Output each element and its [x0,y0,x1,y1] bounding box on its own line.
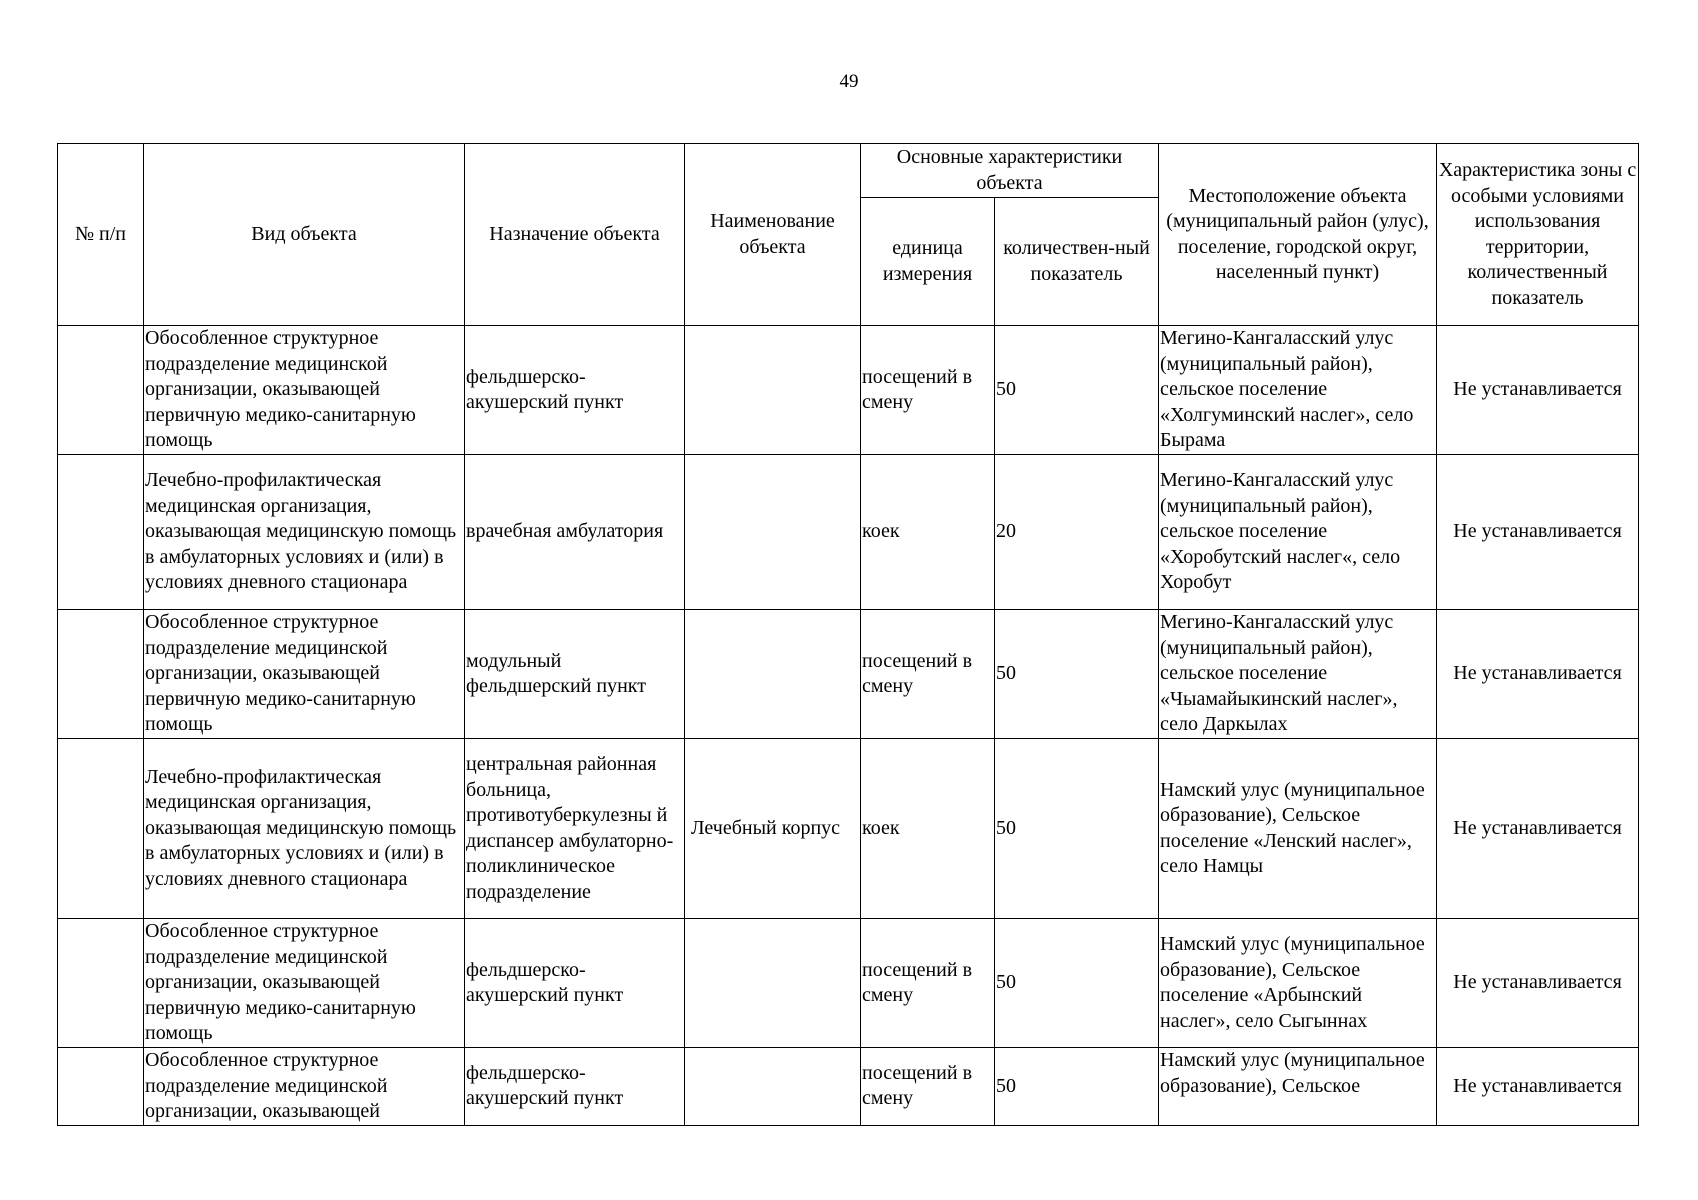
header-name: Наименование объекта [685,144,861,326]
cell-zone: Не устанавливается [1437,455,1639,610]
cell-type: Лечебно-профилактическая медицинская организация, оказывающая медицинскую помощь в амбулаторных условиях и (или) в условиях дневного стационара [144,455,465,610]
cell-name [685,610,861,739]
header-main-characteristics: Основные характеристики объекта [861,144,1159,198]
cell-name: Лечебный корпус [685,739,861,919]
cell-zone: Не устанавливается [1437,610,1639,739]
table-header [58,144,1639,326]
cell-quantity: 50 [995,610,1159,739]
cell-unit: посещений в смену [861,326,995,455]
table-row [58,1048,1639,1126]
cell-unit: коек [861,455,995,610]
cell-type: Обособленное структурное подразделение медицинской организации, оказывающей первичную медико-санитарную помощь [144,919,465,1048]
cell-num [58,1048,144,1126]
cell-zone: Не устанавливается [1437,326,1639,455]
header-purpose: Назначение объекта [465,144,685,326]
cell-location: Мегино-Кангаласский улус (муниципальный район), сельское поселение «Холгуминский наслег», село Бырама [1159,326,1437,455]
cell-type: Лечебно-профилактическая медицинская организация, оказывающая медицинскую помощь в амбулаторных условиях и (или) в условиях дневного стационара [144,739,465,919]
cell-name [685,326,861,455]
cell-unit: посещений в смену [861,1048,995,1126]
cell-purpose: фельдшерско-акушерский пункт [465,919,685,1048]
cell-purpose: фельдшерско-акушерский пункт [465,326,685,455]
header-location: Местоположение объекта (муниципальный район (улус), поселение, городской округ, населенный пункт) [1159,144,1437,326]
header-type: Вид объекта [144,144,465,326]
cell-type: Обособленное структурное подразделение медицинской организации, оказывающей первичную медико-санитарную помощь [144,610,465,739]
cell-num [58,919,144,1048]
cell-num [58,455,144,610]
page-number: 49 [839,71,859,92]
cell-quantity: 50 [995,739,1159,919]
table-row [58,610,1639,739]
cell-name [685,455,861,610]
cell-zone: Не устанавливается [1437,919,1639,1048]
cell-quantity: 50 [995,1048,1159,1126]
cell-quantity: 50 [995,919,1159,1048]
cell-location: Мегино-Кангаласский улус (муниципальный район), сельское поселение «Хоробутский наслег«, село Хоробут [1159,455,1437,610]
cell-type: Обособленное структурное подразделение медицинской организации, оказывающей первичную медико-санитарную помощь [144,326,465,455]
objects-table [57,143,1639,1126]
header-num: № п/п [58,144,144,326]
cell-purpose: центральная районная больница, противотуберкулезны й диспансер амбулаторно-поликлиническое подразделение [465,739,685,919]
cell-num [58,739,144,919]
cell-name [685,919,861,1048]
cell-unit: посещений в смену [861,610,995,739]
table-row [58,739,1639,919]
cell-purpose: модульный фельдшерский пункт [465,610,685,739]
header-unit: единица измерения [861,198,995,326]
cell-location: Намский улус (муниципальное образование), Сельское [1159,1048,1437,1126]
cell-quantity: 50 [995,326,1159,455]
cell-quantity: 20 [995,455,1159,610]
cell-unit: посещений в смену [861,919,995,1048]
cell-name [685,1048,861,1126]
cell-location: Намский улус (муниципальное образование), Сельское поселение «Ленский наслег», село Намцы [1159,739,1437,919]
cell-location: Намский улус (муниципальное образование), Сельское поселение «Арбынский наслег», село Сыгыннах [1159,919,1437,1048]
cell-num [58,610,144,739]
cell-zone: Не устанавливается [1437,1048,1639,1126]
cell-unit: коек [861,739,995,919]
table-row [58,919,1639,1048]
table-row [58,326,1639,455]
header-quantity: количествен-ный показатель [995,198,1159,326]
cell-purpose: фельдшерско-акушерский пункт [465,1048,685,1126]
cell-type: Обособленное структурное подразделение медицинской организации, оказывающей [144,1048,465,1126]
cell-location: Мегино-Кангаласский улус (муниципальный район), сельское поселение «Чыамайыкинский наслег», село Даркылах [1159,610,1437,739]
cell-purpose: врачебная амбулатория [465,455,685,610]
header-zone: Характеристика зоны с особыми условиями использования территории, количественный показатель [1437,144,1639,326]
cell-zone: Не устанавливается [1437,739,1639,919]
table-row [58,455,1639,610]
cell-num [58,326,144,455]
